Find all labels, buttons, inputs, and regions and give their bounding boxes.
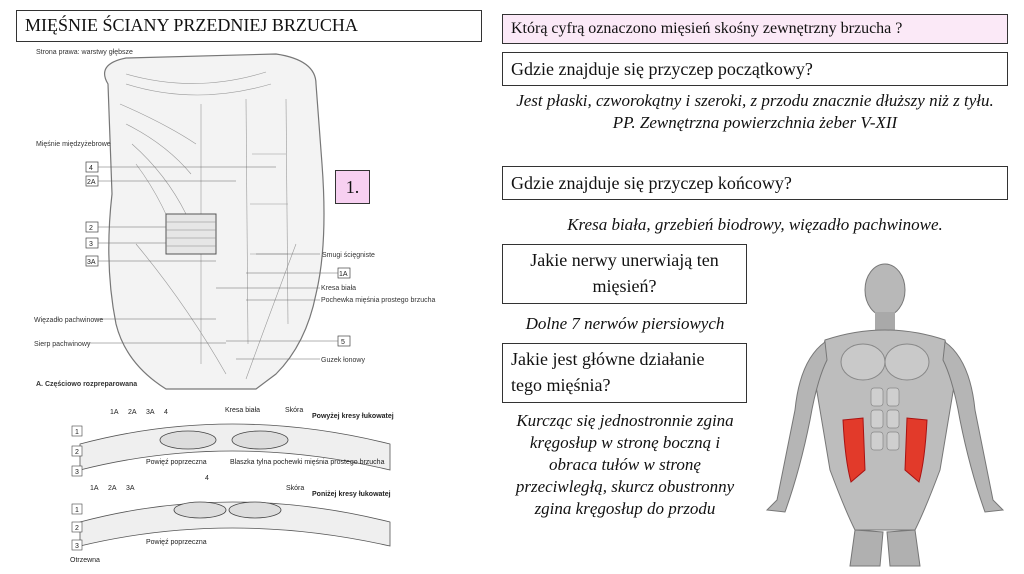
xs2-num-3: 3 [75, 543, 79, 550]
tag-5: 5 [341, 339, 345, 346]
answer-origin [498, 90, 1012, 134]
xs2-num-1: 1 [75, 507, 79, 514]
xs-mid-1a: 1A [90, 485, 99, 492]
figure-abdominal-wall [16, 44, 436, 394]
xs-otrzewna: Otrzewna [70, 557, 100, 564]
xs-tag-3a: 3A [146, 409, 155, 416]
xs-title-top: Powyżej kresy łukowatej [312, 413, 394, 420]
tag-2: 2 [89, 225, 93, 232]
label-intercostal: Mięśnie międzyżebrowe [36, 141, 111, 148]
slide-title-box [16, 10, 482, 42]
label-linea-alba: Kresa biała [321, 285, 357, 292]
xs2-num-2: 2 [75, 525, 79, 532]
xs-num-1: 1 [75, 429, 79, 436]
muscle-figure-illustration [755, 260, 1015, 566]
xs-tag-1a: 1A [110, 409, 119, 416]
xs-title-bottom: Poniżej kresy łukowatej [312, 491, 391, 498]
question-5: Jakie jest główne działanie tego mięśnia? [502, 343, 747, 403]
side-label: Strona prawa: warstwy głębsze [36, 49, 133, 56]
answer-insertion: Kresa biała, grzebień biodrowy, więzadło pachwinowe. [567, 215, 943, 234]
label-falx: Sierp pachwinowy [34, 341, 91, 348]
question-2: Gdzie znajduje się przyczep początkowy? [502, 52, 1008, 86]
tag-3a: 3A [87, 259, 96, 266]
xs-kresa: Kresa biała [225, 407, 261, 414]
tag-1a: 1A [339, 271, 348, 278]
xs-powiez: Powięź poprzeczna [146, 459, 207, 466]
xs-skora2: Skóra [286, 485, 305, 492]
label-pubic-tubercle: Guzek łonowy [321, 357, 365, 364]
answer-nerves: Dolne 7 nerwów piersiowych [525, 314, 725, 333]
xs-mid-2a: 2A [108, 485, 117, 492]
xs-powiez2: Powięź poprzeczna [146, 539, 207, 546]
label-inguinal-ligament: Więzadło pachwinowe [34, 317, 104, 324]
xs-tag4b: 4 [205, 475, 209, 482]
question-1: Którą cyfrą oznaczono mięsień skośny zewnętrzny brzucha ? [502, 14, 1008, 44]
label-tendinous: Smugi ścięgniste [322, 252, 375, 259]
marker-1: 1. [335, 170, 370, 204]
label-rectus-sheath: Pochewka mięśnia prostego brzucha [321, 297, 436, 304]
figure-cross-sections [60, 398, 400, 568]
question-4: Jakie nerwy unerwiają ten mięsień? [502, 244, 747, 304]
tag-4: 4 [89, 165, 93, 172]
xs-tag-4: 4 [164, 409, 168, 416]
tag-3: 3 [89, 241, 93, 248]
answer-action: Kurcząc się jednostronnie zgina kręgosłup w stronę boczną i obraca tułów w stronę przeciwległą, skurcz obustronny zgina kręgosłup do przodu [515, 411, 735, 519]
slide-title: MIĘŚNIE ŚCIANY PRZEDNIEJ BRZUCHA [25, 15, 358, 35]
xs-num-2: 2 [75, 449, 79, 456]
xs-skora: Skóra [285, 407, 304, 414]
figure-a-caption: A. Częściowo rozpreparowana [36, 381, 138, 388]
xs-blaszka: Blaszka tylna pochewki mięśnia prostego brzucha [230, 459, 385, 466]
answer-origin-desc: Jest płaski, czworokątny i szeroki, z przodu znacznie dłuższy niż z tyłu. [516, 91, 994, 110]
tag-2a: 2A [87, 179, 96, 186]
xs-tag-2a: 2A [128, 409, 137, 416]
question-3: Gdzie znajduje się przyczep końcowy? [502, 166, 1008, 200]
answer-origin-text: PP. Zewnętrzna powierzchnia żeber V-XII [612, 113, 898, 133]
xs-num-3: 3 [75, 469, 79, 476]
xs-mid-3a: 3A [126, 485, 135, 492]
